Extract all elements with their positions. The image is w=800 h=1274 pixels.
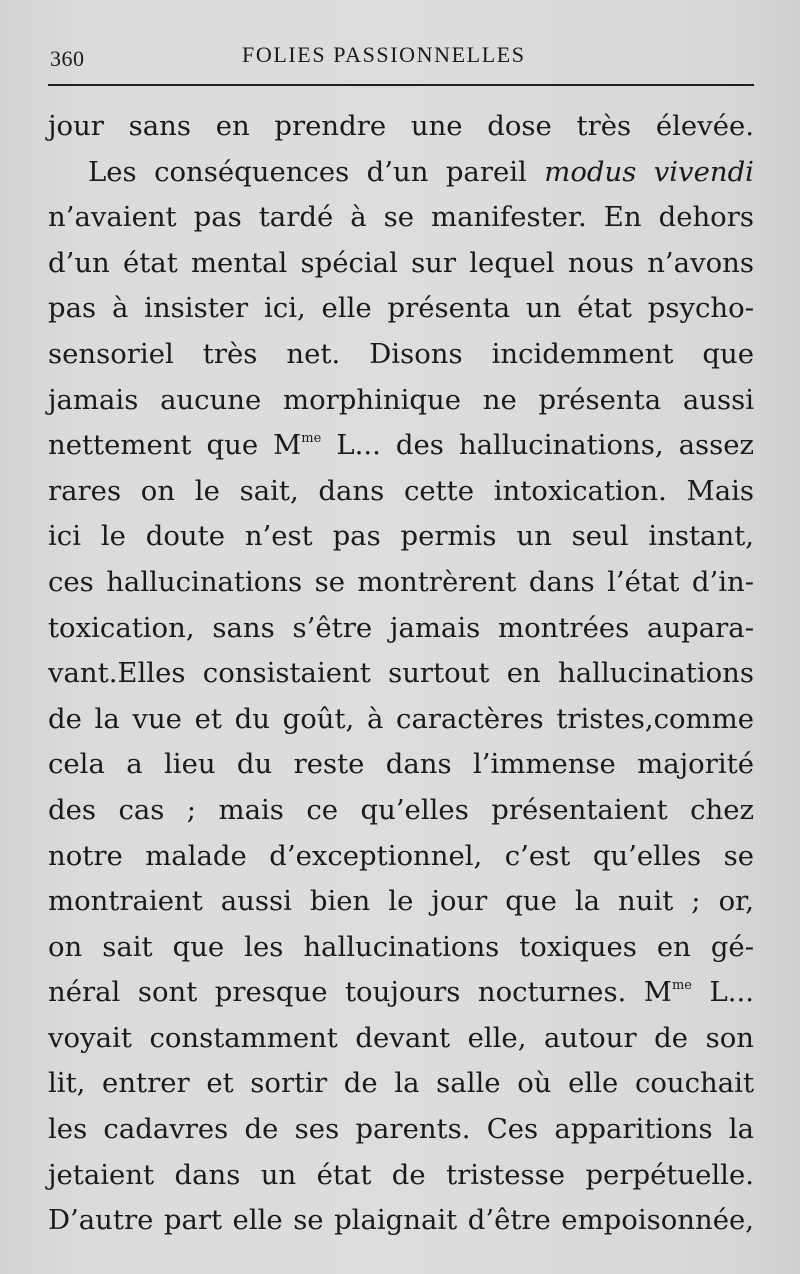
- text-line: d’un état mental spécial sur lequel nous n’avons: [48, 246, 754, 279]
- text-line: [48, 970, 754, 1016]
- text-line: ces hallucinations se montrèrent dans l’état d’in-: [48, 565, 754, 598]
- text-line: [48, 150, 754, 196]
- text-line: toxication, sans s’être jamais montrées aupara-: [48, 611, 754, 644]
- text-line: jour sans en prendre une dose très élevée.: [48, 110, 754, 142]
- text-line: jamais aucune morphinique ne présenta aussi: [48, 383, 754, 416]
- body-text: [48, 104, 754, 1244]
- text-line: sensoriel très net. Disons incidemment que: [48, 337, 754, 370]
- text-line: lit, entrer et sortir de la salle où elle couchait: [48, 1067, 754, 1100]
- text-line: notre malade d’exceptionnel, c’est qu’elles se: [48, 839, 754, 872]
- superscript: me: [671, 978, 692, 994]
- text-segment: L... des hallucinations, assez: [321, 429, 754, 462]
- text-line: jetaient dans un état de tristesse perpétuelle.: [48, 1158, 754, 1191]
- text-line: rares on le sait, dans cette intoxication. Mais: [48, 474, 754, 507]
- superscript: me: [301, 431, 322, 447]
- page-number: 360: [50, 46, 85, 71]
- text-line: voyait constamment devant elle, autour de son: [48, 1021, 754, 1054]
- text-line: montraient aussi bien le jour que la nuit ; or,: [48, 885, 754, 918]
- text-line: ici le doute n’est pas permis un seul instant,: [48, 520, 754, 553]
- text-line: pas à insister ici, elle présenta un état psycho-: [48, 292, 754, 325]
- page-header: [48, 38, 754, 74]
- text-line: des cas ; mais ce qu’elles présentaient chez: [48, 793, 754, 826]
- text-line: de la vue et du goût, à caractères tristes,comme: [48, 702, 754, 735]
- text-line: les cadavres de ses parents. Ces apparitions la: [48, 1113, 754, 1146]
- header-rule: [48, 84, 754, 86]
- text-line: vant.Elles consistaient surtout en hallucinations: [48, 657, 754, 690]
- text-segment: Les conséquences d’un pareil: [88, 155, 545, 188]
- text-line: D’autre part elle se plaignait d’être empoisonnée,: [48, 1204, 754, 1237]
- text-line: n’avaient pas tardé à se manifester. En dehors: [48, 201, 754, 234]
- italic-phrase: modus vivendi: [544, 155, 754, 188]
- text-line: on sait que les hallucinations toxiques en gé-: [48, 930, 754, 963]
- running-title: FOLIES PASSIONNELLES: [242, 42, 526, 67]
- text-segment: néral sont presque toujours nocturnes. M: [48, 976, 672, 1009]
- text-segment: nettement que M: [48, 429, 302, 462]
- text-segment: L...: [692, 976, 754, 1009]
- text-line: cela a lieu du reste dans l’immense majorité: [48, 748, 754, 781]
- text-line: [48, 423, 754, 469]
